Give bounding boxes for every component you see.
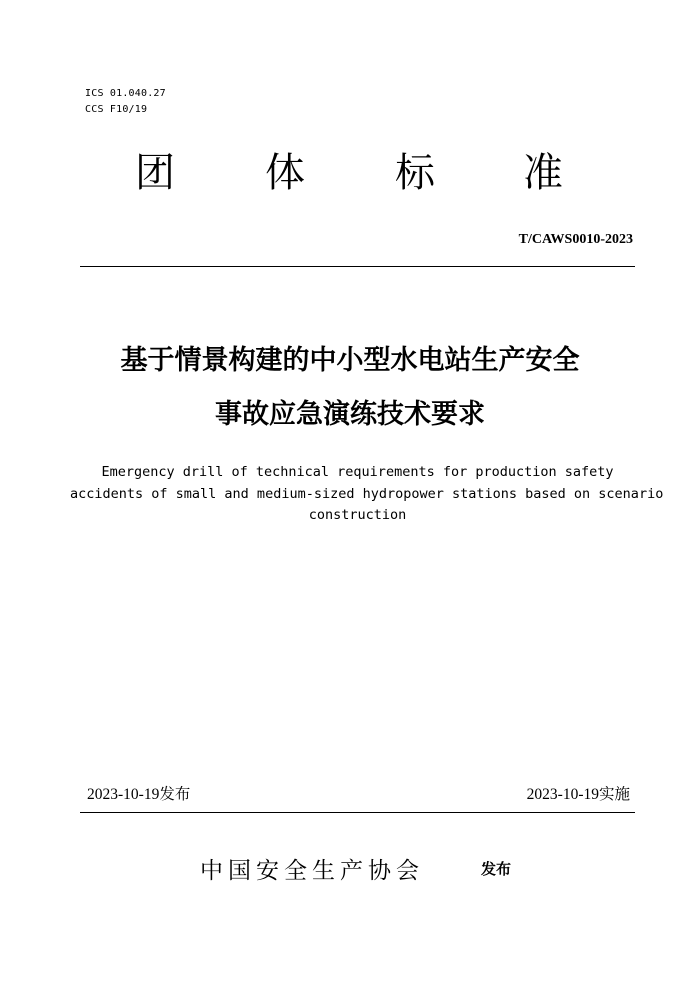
- ccs-code: CCS F10/19: [85, 104, 148, 115]
- standard-type-heading: [0, 145, 700, 205]
- footer-divider: [80, 812, 635, 813]
- chinese-title-line-2: 事故应急演练技术要求: [215, 399, 485, 430]
- english-title-line-3: construction: [308, 507, 407, 523]
- standard-type-char: 标: [395, 150, 435, 196]
- header-divider: [80, 266, 635, 267]
- publisher-suffix: 发布: [481, 860, 512, 878]
- standard-type-char: 准: [523, 150, 563, 196]
- chinese-title-line-1: 基于情景构建的中小型水电站生产安全: [120, 345, 580, 376]
- classification-codes: [85, 86, 166, 118]
- publish-date: 2023-10-19发布: [87, 786, 191, 803]
- ics-code: ICS 01.040.27: [85, 88, 166, 99]
- english-title: [70, 462, 664, 527]
- english-title-line-1: Emergency drill of technical requirements for production safety: [101, 464, 614, 480]
- standard-type-char: 体: [265, 150, 305, 196]
- english-title-line-2: accidents of small and medium-sized hydropower stations based on scenario: [70, 485, 664, 502]
- implement-date: 2023-10-19实施: [526, 786, 630, 803]
- standard-number: T/CAWS0010-2023: [518, 232, 633, 247]
- standard-type-char: 团: [135, 150, 175, 196]
- publisher-name: 中国安全生产协会: [200, 858, 424, 884]
